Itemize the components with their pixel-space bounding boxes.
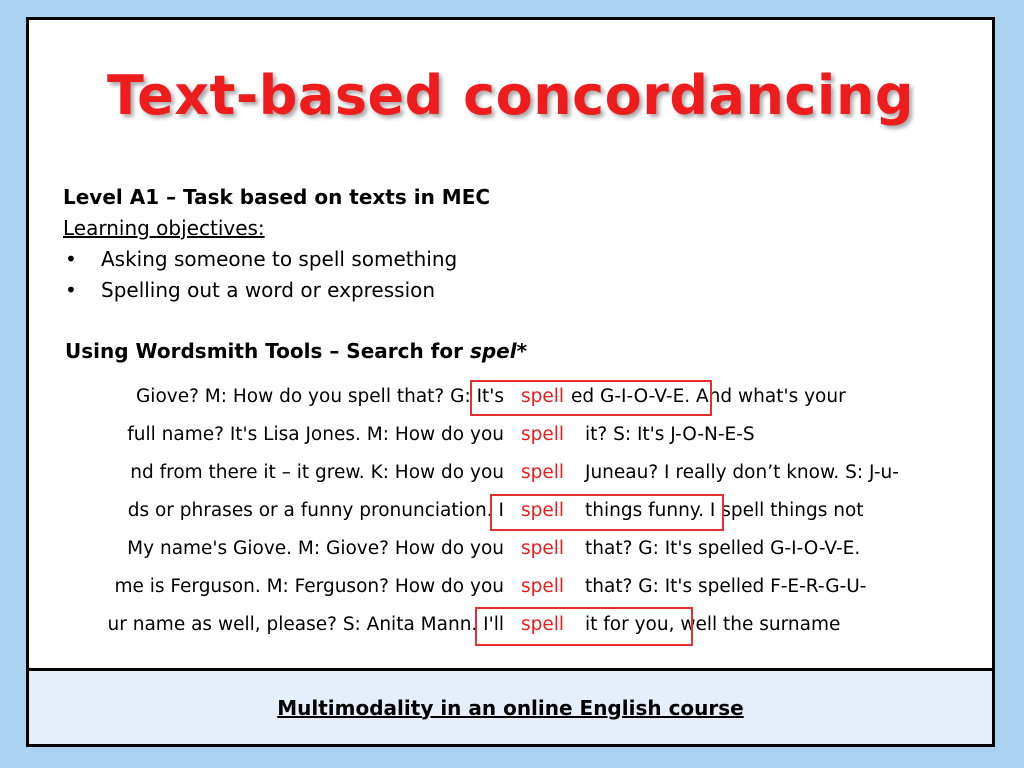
footer-bar [29,668,992,744]
objectives-list [63,244,490,306]
intro-block [63,182,490,306]
slide-title: Text-based concordancing [106,64,915,127]
concordance-line [29,538,992,568]
right-context: that? G: It's spelled G-I-O-V-E. [585,538,861,559]
node-word: spell [521,614,565,635]
objective-item [63,244,490,275]
node-word: spell [521,386,565,407]
left-context: My name's Giove. M: Giove? How do you [127,538,504,559]
left-context: me is Ferguson. M: Ferguson? How do you [114,576,504,597]
bullet-marker: • [65,247,77,271]
objectives-label: Learning objectives: [63,216,265,240]
highlight-box [490,494,724,531]
left-context: ur name as well, please? S: Anita Mann. I'll [107,614,504,635]
concordance-line [29,576,992,606]
bullet-marker: • [65,278,77,302]
highlight-box [470,380,712,416]
node-word: spell [521,538,565,559]
left-context: full name? It's Lisa Jones. M: How do you [127,424,504,445]
concordance-line [29,424,992,454]
node-word: spell [521,424,565,445]
highlight-box [475,607,693,646]
node-word: spell [521,576,565,597]
objective-text: Spelling out a word or expression [101,278,436,302]
right-context: Juneau? I really don’t know. S: J-u- [585,462,899,483]
objective-item [63,275,490,306]
concordance-line [29,462,992,492]
right-context: that? G: It's spelled F-E-R-G-U- [585,576,867,597]
node-word: spell [521,500,565,521]
right-context: ed G-I-O-V-E. And what's your [571,386,846,407]
node-word: spell [521,462,565,483]
right-context: it? S: It's J-O-N-E-S [585,424,755,445]
footer-text: Multimodality in an online English course [277,695,744,720]
search-heading [65,339,527,363]
left-context: ds or phrases or a funny pronunciation. I [127,500,504,521]
objective-text: Asking someone to spell something [101,247,458,271]
search-term: spel* [469,339,528,363]
level-heading: Level A1 – Task based on texts in MEC [63,185,491,209]
left-context: nd from there it – it grew. K: How do you [130,462,504,483]
slide [26,17,995,747]
search-prefix: Using Wordsmith Tools – Search for [65,339,470,363]
right-context: it for you, well the surname [585,614,841,635]
left-context: Giove? M: How do you spell that? G: It's [135,386,504,407]
right-context: things funny. I spell things not [585,500,864,521]
